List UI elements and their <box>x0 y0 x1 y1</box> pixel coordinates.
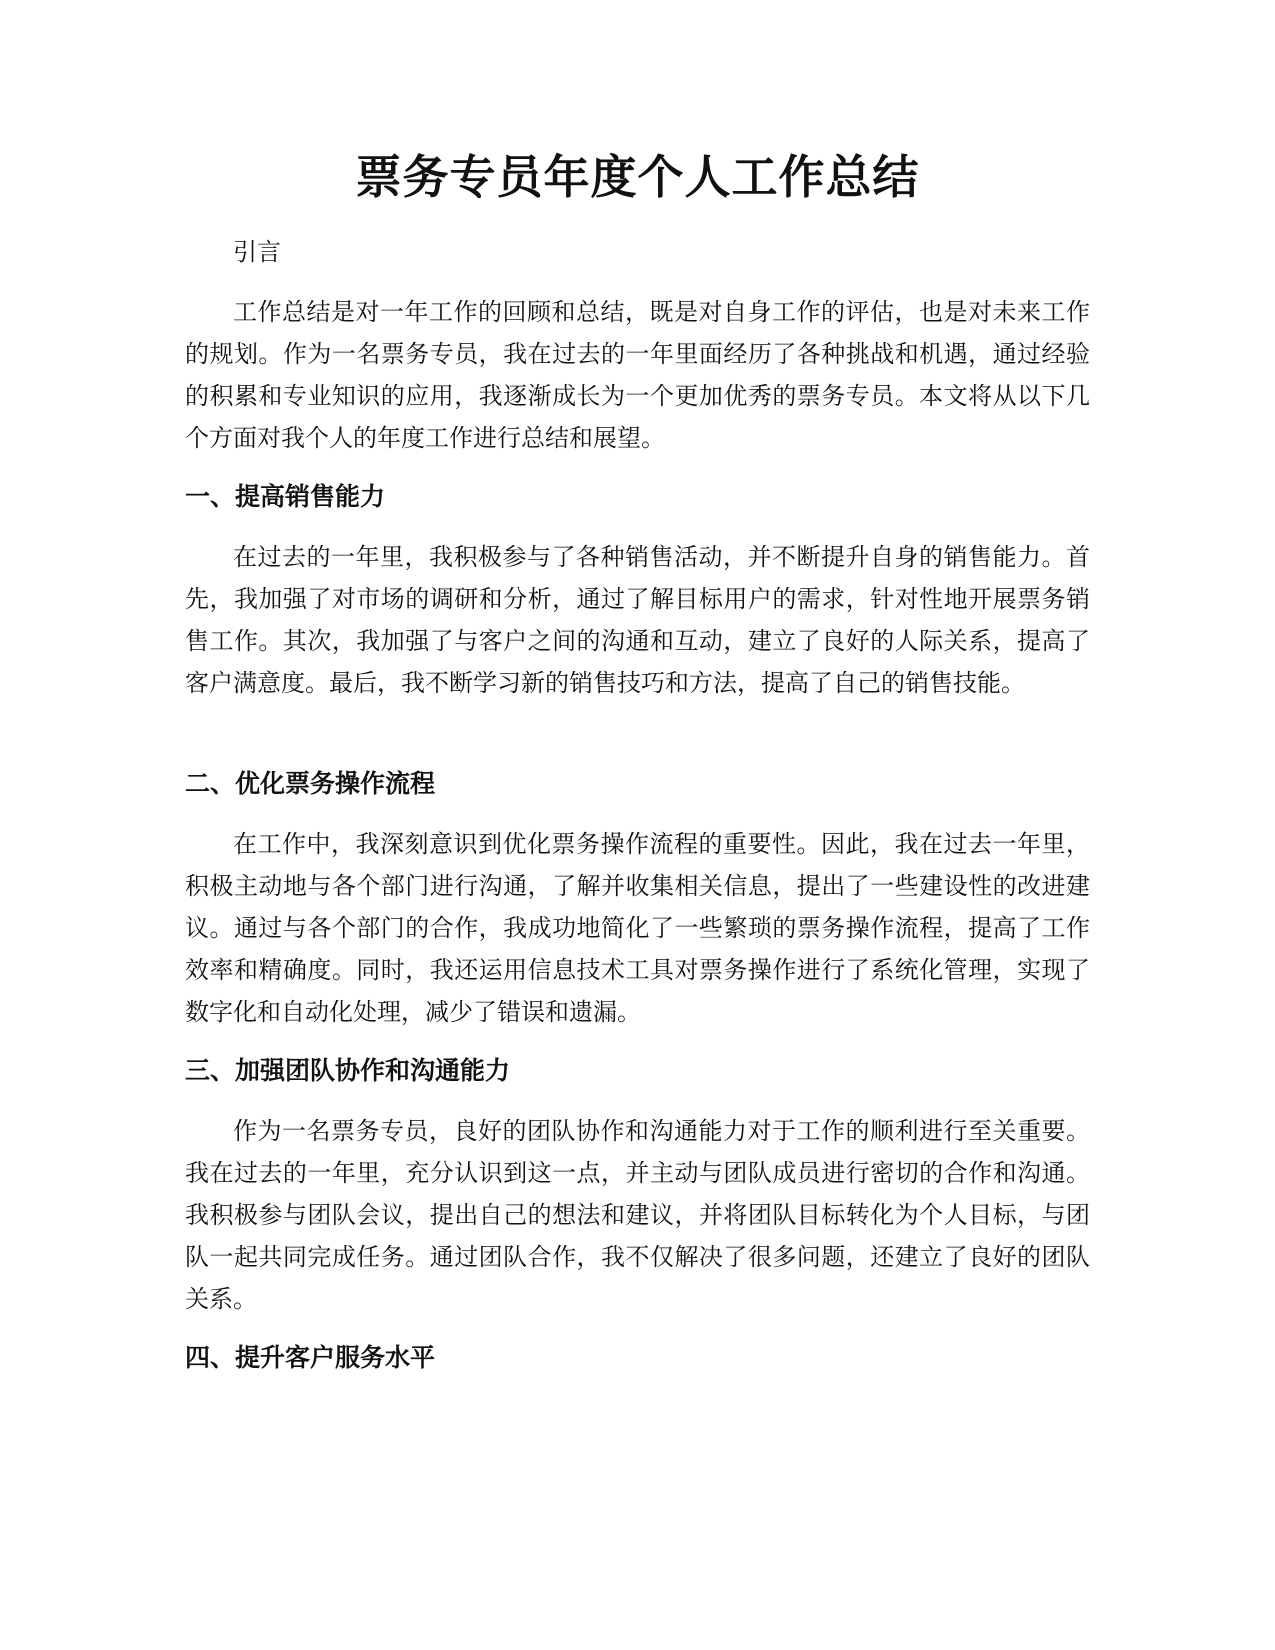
section-heading-1: 一、提高销售能力 <box>185 482 386 511</box>
document-title: 票务专员年度个人工作总结 <box>355 150 920 204</box>
intro-paragraph: 工作总结是对一年工作的回顾和总结，既是对自身工作的评估，也是对未来工作的规划。作为一名票务专员，我在过去的一年里面经历了各种挑战和机遇，通过经验的积累和专业知识的应用，我逐渐成长为一个更加优秀的票务专员。本文将从以下几个方面对我个人的年度工作进行总结和展望。 <box>185 298 1090 452</box>
section-heading-4: 四、提升客户服务水平 <box>185 1343 436 1372</box>
section-heading-2: 二、优化票务操作流程 <box>185 769 436 798</box>
section-paragraph-3: 作为一名票务专员，良好的团队协作和沟通能力对于工作的顺利进行至关重要。我在过去的一年里，充分认识到这一点，并主动与团队成员进行密切的合作和沟通。我积极参与团队会议，提出自己的想法和建议，并将团队目标转化为个人目标，与团队一起共同完成任务。通过团队合作，我不仅解决了很多问题，还建立了良好的团队关系。 <box>185 1117 1090 1313</box>
intro-label: 引言 <box>233 238 281 266</box>
section-heading-3: 三、加强团队协作和沟通能力 <box>185 1056 511 1085</box>
section-paragraph-2: 在工作中，我深刻意识到优化票务操作流程的重要性。因此，我在过去一年里，积极主动地与各个部门进行沟通，了解并收集相关信息，提出了一些建设性的改进建议。通过与各个部门的合作，我成功地简化了一些繁琐的票务操作流程，提高了工作效率和精确度。同时，我还运用信息技术工具对票务操作进行了系统化管理，实现了数字化和自动化处理，减少了错误和遗漏。 <box>185 830 1090 1026</box>
section-paragraph-1: 在过去的一年里，我积极参与了各种销售活动，并不断提升自身的销售能力。首先，我加强了对市场的调研和分析，通过了解目标用户的需求，针对性地开展票务销售工作。其次，我加强了与客户之间的沟通和互动，建立了良好的人际关系，提高了客户满意度。最后，我不断学习新的销售技巧和方法，提高了自己的销售技能。 <box>185 543 1090 697</box>
